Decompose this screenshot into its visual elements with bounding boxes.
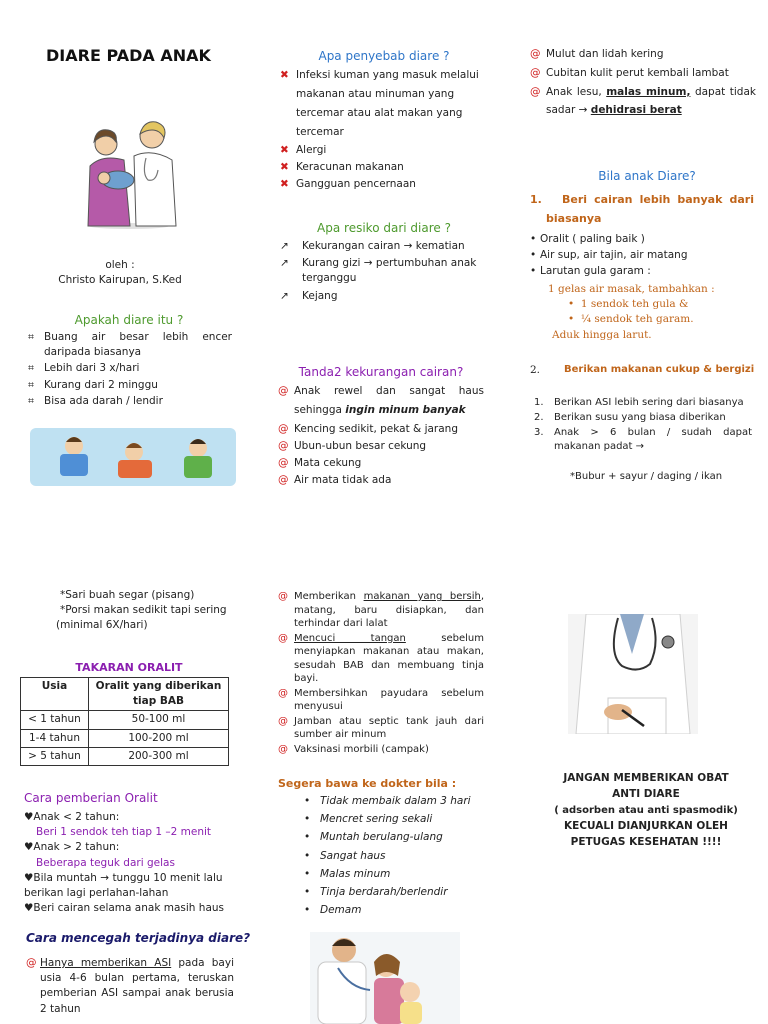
- solution-end: Aduk hingga larut.: [552, 328, 652, 341]
- list-item: @ Ubun-ubun besar cekung: [278, 439, 484, 454]
- list-item: • ¼ sendok teh garam.: [568, 313, 694, 326]
- solution-intro: 1 gelas air masak, tambahkan :: [548, 283, 715, 295]
- at-bullet-icon: @: [278, 440, 289, 452]
- sign-continued-list: [530, 46, 756, 120]
- at-bullet-icon: @: [278, 591, 288, 602]
- cara-a-text: Beri 1 sendok teh tiap 1 –2 menit: [36, 826, 212, 839]
- step1-number: 1.: [530, 193, 542, 206]
- list-item: • Tinja berdarah/berlendir: [304, 885, 504, 900]
- cross-bullet-icon: ✖: [280, 160, 289, 173]
- at-bullet-icon: @: [278, 385, 289, 397]
- food-extra: *Bubur + sayur / daging / ikan: [570, 471, 723, 482]
- square-bullet-icon: ⌗: [28, 378, 34, 391]
- list-item: • Larutan gula garam :: [530, 264, 756, 279]
- list-item: • Mencret sering sekali: [304, 812, 504, 827]
- cause-list: [280, 66, 486, 193]
- cara-c-text: ♥Bila muntah → tunggu 10 menit lalu berikan lagi perlahan-lahan: [24, 871, 223, 900]
- doctor-writing-photo: [568, 614, 698, 734]
- list-item: ✖ Infeksi kuman yang masuk melalui makanan atau minuman yang tercemar atau alat makan yang tercemar: [280, 66, 486, 142]
- step1: 1. Beri cairan lebih banyak dari biasanya: [530, 190, 754, 229]
- list-item: @ Anak rewel dan sangat haus sehingga ingin minum banyak: [278, 382, 484, 420]
- at-bullet-icon: @: [278, 474, 289, 487]
- list-item: • Sangat haus: [304, 849, 504, 864]
- list-item: @ Mata cekung: [278, 456, 484, 471]
- dot-bullet-icon: •: [304, 886, 311, 899]
- list-item: @ Memberikan makanan yang bersih, matang, baru disiapkan, dan terhindar dari lalat: [278, 591, 484, 629]
- list-item: *Sari buah segar (pisang): [60, 589, 195, 601]
- cross-bullet-icon: ✖: [280, 178, 289, 190]
- if-diarrhea-title: Bila anak Diare?: [598, 169, 696, 183]
- list-item: *Porsi makan sedikit tapi sering: [60, 604, 227, 617]
- table-row: [21, 729, 229, 747]
- cara-d-text: ♥Beri cairan selama anak masih haus: [24, 902, 224, 915]
- list-item: • Malas minum: [304, 867, 504, 882]
- list-item: ↗ Kekurangan cairan → kematian: [280, 239, 490, 254]
- arrow-bullet-icon: ↗: [280, 257, 289, 270]
- dot-bullet-icon: •: [530, 265, 537, 278]
- step2-number: 2.: [530, 364, 541, 376]
- table-cell: 1-4 tahun: [21, 729, 89, 747]
- table-row: [21, 747, 229, 765]
- at-bullet-icon: @: [278, 743, 288, 755]
- list-item: • Demam: [304, 903, 504, 918]
- dot-bullet-icon: •: [530, 249, 537, 262]
- warning-block: [526, 770, 766, 851]
- cara-block: [24, 810, 238, 917]
- list-item: 1. Berikan ASI lebih sering dari biasanya: [534, 397, 744, 408]
- list-item: ⌗ Bisa ada darah / lendir: [28, 394, 232, 409]
- dot-bullet-icon: •: [304, 795, 311, 807]
- cross-bullet-icon: ✖: [280, 143, 289, 156]
- list-item: @ Vaksinasi morbili (campak): [278, 743, 429, 755]
- risk-list: [280, 239, 490, 305]
- at-bullet-icon: @: [530, 48, 541, 60]
- square-bullet-icon: ⌗: [28, 362, 34, 375]
- what-list: [28, 330, 232, 410]
- list-item: 2. Berikan susu yang biasa diberikan: [534, 412, 726, 423]
- table-cell: 200-300 ml: [89, 747, 229, 765]
- list-item: @ Mulut dan lidah kering: [530, 46, 756, 64]
- page-title: DIARE PADA ANAK: [46, 46, 211, 65]
- prevent-first-item: @ Hanya memberikan ASI pada bayi usia 4-6 bulan pertama, teruskan pemberian ASI sampai anak berusia 2 tahun: [26, 957, 234, 1015]
- cara-title: Cara pemberian Oralit: [24, 791, 158, 805]
- table-header: Oralit yang diberikan tiap BAB: [89, 678, 229, 711]
- risk-title: Apa resiko dari diare ?: [317, 221, 451, 235]
- list-item: @ Kencing sedikit, pekat & jarang: [278, 422, 484, 437]
- table-header: Usia: [21, 678, 89, 711]
- list-item: ↗ Kurang gizi → pertumbuhan anak terganggu: [280, 257, 477, 285]
- fluid-list: [530, 232, 756, 281]
- at-bullet-icon: @: [278, 457, 289, 470]
- table-cell: > 5 tahun: [21, 747, 89, 765]
- step2: 2. Berikan makanan cukup & bergizi: [530, 362, 756, 378]
- warning-line2: ( adsorben atau anti spasmodik): [554, 804, 738, 816]
- dot-bullet-icon: •: [568, 298, 581, 311]
- oralit-title: TAKARAN ORALIT: [75, 661, 183, 674]
- cross-bullet-icon: ✖: [280, 69, 289, 81]
- author-name: Christo Kairupan, S.Ked: [58, 274, 182, 287]
- list-item: @ Cubitan kulit perut kembali lambat: [530, 65, 756, 83]
- dot-bullet-icon: •: [304, 831, 311, 844]
- children-illustration: [30, 428, 236, 486]
- list-item: • Air sup, air tajin, air matang: [530, 248, 756, 263]
- sign-title: Tanda2 kekurangan cairan?: [298, 365, 464, 379]
- arrow-bullet-icon: ↗: [280, 289, 289, 302]
- col3: [512, 0, 768, 1024]
- nurse-mother-illustration: [76, 108, 182, 230]
- at-bullet-icon: @: [278, 687, 288, 699]
- list-item: @ Air mata tidak ada: [278, 473, 484, 488]
- salt-sugar-solution: [548, 282, 758, 343]
- cause-title: Apa penyebab diare ?: [318, 49, 450, 63]
- table-row: [21, 678, 229, 711]
- at-bullet-icon: @: [278, 422, 289, 435]
- doctor-child-photo: [310, 932, 460, 1024]
- list-item: • Muntah berulang-ulang: [304, 830, 504, 845]
- list-item: ↗ Kejang: [280, 289, 490, 304]
- warning-line3: KECUALI DIANJURKAN OLEH PETUGAS KESEHATAN !!!!: [564, 820, 728, 849]
- list-item: ✖ Alergi: [280, 143, 486, 158]
- list-item: • 1 sendok teh gula &: [568, 298, 689, 311]
- author-block: [0, 258, 240, 288]
- list-item: @ Anak lesu, malas minum, dapat tidak sadar → dehidrasi berat: [530, 85, 756, 116]
- what-title: Apakah diare itu ?: [74, 313, 184, 327]
- list-item: ⌗ Buang air besar lebih encer daripada biasanya: [28, 331, 232, 359]
- food-list: [534, 396, 752, 455]
- cara-a-label: ♥Anak < 2 tahun:: [24, 811, 120, 823]
- dot-bullet-icon: •: [304, 813, 311, 826]
- at-bullet-icon: @: [530, 66, 541, 79]
- list-item: ⌗ Kurang dari 2 minggu: [28, 378, 232, 393]
- prevention-list: [278, 590, 484, 757]
- list-item: • Tidak membaik dalam 3 hari: [304, 794, 504, 809]
- dot-bullet-icon: •: [304, 904, 311, 917]
- at-bullet-icon: @: [278, 632, 288, 644]
- prevent-first-link: Hanya memberikan ASI: [40, 957, 172, 969]
- list-item: (minimal 6X/hari): [56, 619, 148, 632]
- list-item: @ Jamban atau septic tank jauh dari sumber air minum: [278, 715, 484, 740]
- square-bullet-icon: ⌗: [28, 331, 34, 343]
- warning-line1: JANGAN MEMBERIKAN OBAT ANTI DIARE: [563, 772, 729, 801]
- at-bullet-icon: @: [26, 957, 37, 969]
- table-cell: < 1 tahun: [21, 711, 89, 729]
- list-item: 3. Anak > 6 bulan / sudah dapat makanan padat →: [534, 427, 752, 452]
- prevent-title: Cara mencegah terjadinya diare?: [26, 931, 251, 945]
- square-bullet-icon: ⌗: [28, 394, 34, 407]
- list-item: ⌗ Lebih dari 3 x/hari: [28, 361, 232, 376]
- doctor-list: [304, 794, 504, 922]
- cara-b-text: Beberapa teguk dari gelas: [36, 856, 175, 869]
- sign-list: [278, 382, 484, 490]
- doctor-title: Segera bawa ke dokter bila :: [278, 777, 457, 790]
- list-item: • Oralit ( paling baik ): [530, 232, 756, 247]
- dot-bullet-icon: •: [530, 233, 537, 245]
- table-row: [21, 711, 229, 729]
- dot-bullet-icon: •: [304, 867, 311, 880]
- cara-b-label: ♥Anak > 2 tahun:: [24, 841, 120, 854]
- list-item: ✖ Keracunan makanan: [280, 160, 486, 175]
- arrow-bullet-icon: ↗: [280, 240, 289, 252]
- list-item: ✖ Gangguan pencernaan: [280, 177, 486, 192]
- table-cell: 100-200 ml: [89, 729, 229, 747]
- dot-bullet-icon: •: [568, 313, 581, 326]
- col1: [0, 0, 256, 1024]
- at-bullet-icon: @: [530, 85, 541, 98]
- col2: [256, 0, 512, 1024]
- at-bullet-icon: @: [278, 715, 288, 727]
- author-label: oleh :: [105, 259, 135, 271]
- dot-bullet-icon: •: [304, 849, 311, 862]
- list-item: @ Membersihkan payudara sebelum menyusui: [278, 687, 484, 712]
- list-item: @ Mencuci tangan sebelum menyiapkan makanan atau makan, sesudah BAB dan membuang tinja bayi.: [278, 632, 484, 684]
- extra-food-list: [56, 588, 250, 634]
- table-cell: 50-100 ml: [89, 711, 229, 729]
- oralit-table: [20, 677, 229, 766]
